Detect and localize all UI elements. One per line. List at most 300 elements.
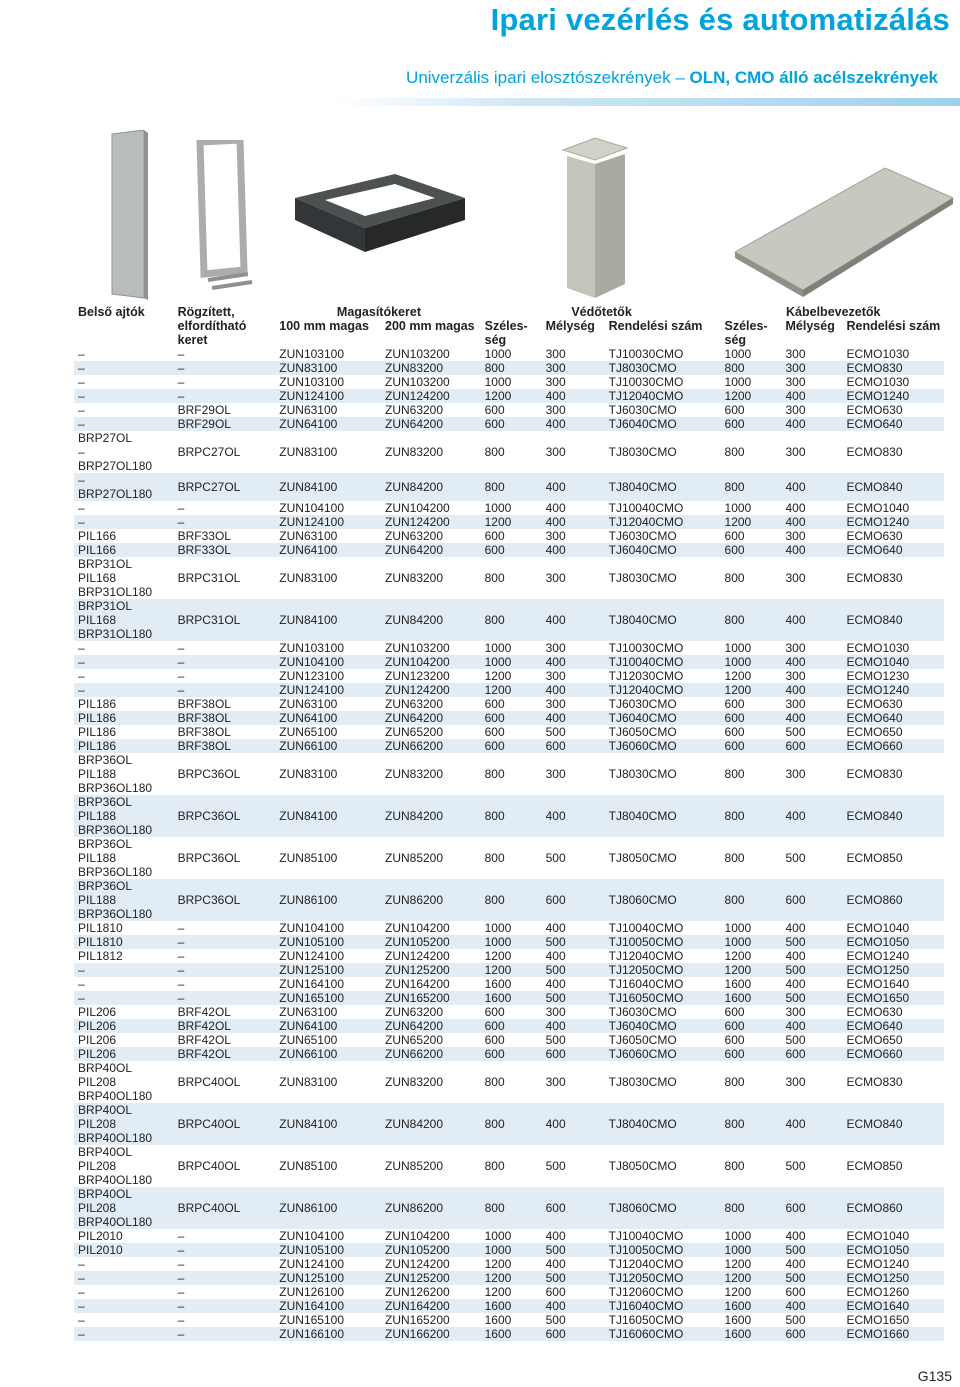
cell-i: 400 [782, 711, 843, 725]
cell-e: 1200 [481, 683, 542, 697]
cell-i: 300 [785, 767, 806, 781]
inner-door-code: – [78, 1327, 85, 1341]
cell-e: 600 [481, 543, 542, 557]
cell-j: ECMO1250 [842, 1271, 944, 1285]
cell-g: TJ16050CMO [605, 991, 721, 1005]
cell-inner-door [74, 557, 174, 599]
cell-h: 1200 [721, 1271, 782, 1285]
cell-c: ZUN126100 [279, 1285, 344, 1299]
cell-d: ZUN124200 [381, 683, 481, 697]
cell-f: 400 [542, 795, 605, 837]
cell-j: ECMO830 [846, 767, 903, 781]
cell-d: ZUN84200 [381, 1103, 481, 1145]
cell-g: TJ8030CMO [608, 571, 677, 585]
cell-e: 1600 [484, 977, 512, 991]
cell-g: TJ6030CMO [608, 697, 677, 711]
cell-e: 1000 [484, 347, 512, 361]
cell-d: ZUN104200 [385, 501, 450, 515]
cell-d: ZUN103200 [385, 375, 450, 389]
cell-inner-door [74, 977, 174, 991]
inner-door-code: BRP31OL180 [78, 585, 153, 599]
cell-b: – [177, 1313, 185, 1327]
cell-inner-door [74, 1299, 174, 1313]
cell-j: ECMO1260 [846, 1285, 910, 1299]
inner-door-code: PIL2010 [78, 1229, 123, 1243]
cell-b: BRPC40OL [177, 1075, 241, 1089]
cell-c: ZUN164100 [275, 1299, 381, 1313]
cell-i: 600 [782, 879, 843, 921]
cell-f: 400 [542, 683, 605, 697]
table-row [74, 935, 944, 949]
cell-e: 1000 [484, 641, 512, 655]
inner-door-code: – [78, 669, 85, 683]
inner-door-code: – [78, 403, 85, 417]
inner-door-code: BRP40OL180 [78, 1215, 153, 1229]
protective-roof-image [555, 132, 635, 302]
cell-e: 1000 [481, 1243, 542, 1257]
cell-e: 1000 [484, 501, 512, 515]
cell-inner-door [74, 837, 174, 879]
cell-j: ECMO840 [842, 1103, 944, 1145]
cell-f: 300 [545, 1075, 566, 1089]
cell-d: ZUN83200 [381, 361, 481, 375]
cell-c: ZUN104100 [279, 1229, 344, 1243]
cell-inner-door [74, 1019, 174, 1033]
inner-door-code: PIL168 [78, 613, 117, 627]
cell-d: ZUN124200 [381, 515, 481, 529]
cell-f: 400 [542, 599, 605, 641]
cell-c: ZUN165100 [279, 1313, 344, 1327]
table-row [74, 949, 944, 963]
cell-h: 1000 [724, 375, 752, 389]
cell-j: ECMO1650 [846, 1313, 910, 1327]
cell-j: ECMO640 [842, 711, 944, 725]
cell-b: – [174, 683, 276, 697]
cell-j: ECMO660 [842, 739, 944, 753]
cell-c: ZUN84100 [275, 473, 381, 501]
cell-d: ZUN123200 [385, 669, 450, 683]
cell-i: 400 [782, 543, 843, 557]
cell-b: BRPC36OL [177, 851, 241, 865]
table-row [74, 1145, 944, 1187]
inner-door-code: – [78, 641, 85, 655]
cell-i: 300 [782, 361, 843, 375]
cell-i: 400 [785, 1229, 806, 1243]
cell-d: ZUN66200 [381, 739, 481, 753]
cell-d: ZUN164200 [385, 977, 450, 991]
cell-c: ZUN124100 [275, 515, 381, 529]
cell-f: 300 [545, 347, 566, 361]
cell-f: 500 [545, 851, 566, 865]
cell-c: ZUN104100 [279, 921, 344, 935]
table-row [74, 543, 944, 557]
cell-d: ZUN64200 [381, 417, 481, 431]
cell-g: TJ8040CMO [605, 795, 721, 837]
cell-e: 1200 [484, 949, 512, 963]
cell-j: ECMO660 [842, 1047, 944, 1061]
cell-c: ZUN166100 [275, 1327, 381, 1341]
cell-inner-door [74, 711, 174, 725]
cell-i: 400 [782, 655, 843, 669]
cell-d: ZUN63200 [385, 1005, 444, 1019]
page-number: G135 [917, 1368, 952, 1384]
cell-j: ECMO830 [842, 361, 944, 375]
table-row [74, 795, 944, 837]
inner-door-code: BRP27OL180 [78, 459, 153, 473]
cell-f: 400 [542, 417, 605, 431]
cell-g: TJ8030CMO [605, 361, 721, 375]
cell-i: 300 [785, 669, 806, 683]
cell-c: ZUN123100 [279, 669, 344, 683]
inner-door-code: – [78, 417, 85, 431]
cell-h: 1600 [721, 991, 782, 1005]
cell-g: TJ8030CMO [608, 1075, 677, 1089]
cell-e: 600 [481, 1047, 542, 1061]
cell-c: ZUN103100 [279, 347, 344, 361]
cell-j: ECMO1040 [846, 921, 910, 935]
cell-d: ZUN125200 [381, 963, 481, 977]
cell-c: ZUN124100 [275, 389, 381, 403]
cell-i: 500 [782, 991, 843, 1005]
inner-door-code: PIL208 [78, 1159, 117, 1173]
cell-d: ZUN64200 [381, 1019, 481, 1033]
cell-inner-door [74, 921, 174, 935]
cell-e: 1000 [481, 935, 542, 949]
cell-d: ZUN64200 [381, 711, 481, 725]
cell-c: ZUN124100 [275, 683, 381, 697]
cell-b: BRF29OL [177, 403, 231, 417]
cell-h: 800 [721, 795, 782, 837]
cell-c: ZUN83100 [279, 445, 338, 459]
cell-f: 600 [542, 1327, 605, 1341]
table-row [74, 1047, 944, 1061]
cell-f: 500 [545, 725, 566, 739]
inner-door-code: BRP40OL180 [78, 1173, 153, 1187]
cell-e: 600 [484, 529, 505, 543]
cell-i: 300 [785, 571, 806, 585]
cell-i: 400 [785, 949, 806, 963]
cell-h: 800 [721, 473, 782, 501]
cell-h: 600 [724, 529, 745, 543]
cell-j: ECMO640 [842, 417, 944, 431]
cell-b: BRPC40OL [174, 1103, 276, 1145]
cell-g: TJ16040CMO [608, 977, 684, 991]
cell-c: ZUN84100 [275, 795, 381, 837]
cell-inner-door [74, 795, 174, 837]
cell-inner-door [74, 1033, 174, 1047]
table-row [74, 991, 944, 1005]
cell-c: ZUN86100 [275, 1187, 381, 1229]
cell-j: ECMO1040 [846, 1229, 910, 1243]
cell-f: 300 [545, 669, 566, 683]
cell-b: – [177, 1285, 185, 1299]
cell-f: 500 [545, 1159, 566, 1173]
cell-j: ECMO630 [846, 1005, 903, 1019]
inner-door-code: – [78, 655, 85, 669]
cell-f: 400 [542, 473, 605, 501]
header-width-line: Széles- [724, 319, 768, 333]
plinth-frame-image [285, 168, 475, 258]
cell-inner-door [74, 879, 174, 921]
inner-door-code: – [78, 963, 85, 977]
cell-h: 1600 [724, 977, 752, 991]
cell-c: ZUN124100 [279, 1257, 344, 1271]
header-inner-door: Belső ajtók [78, 305, 145, 319]
cell-b: BRPC27OL [177, 445, 241, 459]
cell-f: 300 [542, 361, 605, 375]
cell-c: ZUN66100 [275, 739, 381, 753]
cell-g: TJ10030CMO [608, 347, 684, 361]
cell-j: ECMO1240 [846, 949, 910, 963]
table-row [74, 739, 944, 753]
cell-i: 500 [785, 1313, 806, 1327]
cell-inner-door [74, 1061, 174, 1103]
inner-door-code: – [78, 1313, 85, 1327]
cell-b: BRPC40OL [177, 1159, 241, 1173]
cell-b: BRF29OL [174, 417, 276, 431]
cell-j: ECMO1030 [846, 347, 910, 361]
cell-c: ZUN66100 [275, 1047, 381, 1061]
table-row [74, 1061, 944, 1103]
cell-i: 300 [785, 697, 806, 711]
cell-h: 800 [724, 1075, 745, 1089]
cell-h: 1000 [721, 935, 782, 949]
cell-inner-door [74, 1285, 174, 1299]
cell-inner-door [74, 417, 174, 431]
cell-e: 600 [484, 403, 505, 417]
cell-inner-door [74, 991, 174, 1005]
cell-b: BRPC36OL [177, 767, 241, 781]
cell-inner-door [74, 1271, 174, 1285]
inner-door-code: – [78, 473, 85, 487]
cell-b: BRPC36OL [174, 879, 276, 921]
cell-d: ZUN126200 [385, 1285, 450, 1299]
table-row [74, 879, 944, 921]
cell-i: 400 [782, 389, 843, 403]
cell-d: ZUN103200 [385, 347, 450, 361]
cell-i: 500 [782, 1243, 843, 1257]
cell-b: – [174, 361, 276, 375]
inner-door-code: BRP31OL [78, 599, 133, 613]
inner-door-code: – [78, 683, 85, 697]
cell-j: ECMO1240 [842, 389, 944, 403]
table-row [74, 1005, 944, 1019]
cell-b: – [177, 347, 185, 361]
cell-b: BRPC31OL [174, 599, 276, 641]
cell-d: ZUN84200 [381, 795, 481, 837]
cell-f: 600 [542, 1047, 605, 1061]
header-width-roof [481, 319, 542, 347]
cell-b: – [177, 1257, 185, 1271]
cell-j: ECMO630 [846, 697, 903, 711]
cell-g: TJ10030CMO [608, 641, 684, 655]
table-row [74, 1257, 944, 1271]
cell-b: – [174, 1327, 276, 1341]
header-width-line: ség [484, 333, 507, 347]
inner-door-code: BRP36OL [78, 837, 133, 851]
header-100mm: 100 mm magas [279, 319, 369, 333]
cell-j: ECMO1660 [842, 1327, 944, 1341]
header-width-gland [721, 319, 782, 347]
cell-j: ECMO640 [842, 1019, 944, 1033]
table-row [74, 725, 944, 739]
cell-h: 600 [721, 1019, 782, 1033]
inner-door-code: PIL206 [78, 1019, 117, 1033]
cell-d: ZUN164200 [381, 1299, 481, 1313]
cell-h: 1200 [721, 683, 782, 697]
cell-b: – [174, 1299, 276, 1313]
cell-c: ZUN63100 [279, 697, 338, 711]
table-row [74, 361, 944, 375]
inner-door-code: BRP40OL [78, 1145, 133, 1159]
cell-i: 600 [782, 1187, 843, 1229]
cell-f: 600 [545, 1285, 566, 1299]
header-group-plinth: Magasítókeret [336, 305, 421, 319]
cable-gland-plate-image [725, 160, 960, 300]
table-row [74, 921, 944, 935]
cell-d: ZUN86200 [381, 879, 481, 921]
cell-j: ECMO1050 [842, 1243, 944, 1257]
cell-i: 300 [785, 1005, 806, 1019]
cell-g: TJ6040CMO [605, 1019, 721, 1033]
cell-b: – [177, 921, 185, 935]
table-row [74, 473, 944, 501]
header-frame-line: Rögzített, [177, 305, 235, 319]
cell-b: – [174, 1271, 276, 1285]
table-row [74, 1271, 944, 1285]
cell-h: 1600 [721, 1327, 782, 1341]
cell-d: ZUN85200 [385, 851, 444, 865]
subtitle-bold: OLN, CMO álló acélszekrények [689, 68, 938, 87]
table-row [74, 1285, 944, 1299]
cell-f: 300 [545, 767, 566, 781]
cell-e: 600 [481, 1019, 542, 1033]
cell-c: ZUN86100 [275, 879, 381, 921]
cell-c: ZUN85100 [279, 1159, 338, 1173]
cell-b: – [177, 1229, 185, 1243]
cell-h: 1000 [721, 1243, 782, 1257]
cell-h: 600 [721, 739, 782, 753]
inner-door-code: PIL168 [78, 571, 117, 585]
cell-i: 500 [782, 963, 843, 977]
cell-b: BRPC27OL [174, 473, 276, 501]
cell-j: ECMO840 [842, 599, 944, 641]
cell-inner-door [74, 1103, 174, 1145]
cell-h: 1200 [724, 669, 752, 683]
header-depth-gland: Mélység [785, 319, 835, 333]
table-row [74, 1243, 944, 1257]
cell-i: 400 [785, 977, 806, 991]
header-frame-line: elfordítható [177, 319, 247, 333]
cell-c: ZUN104100 [275, 655, 381, 669]
cell-h: 1000 [724, 921, 752, 935]
cell-d: ZUN166200 [381, 1327, 481, 1341]
table-row [74, 529, 944, 543]
cell-e: 800 [484, 851, 505, 865]
cell-i: 300 [785, 375, 806, 389]
cell-inner-door [74, 963, 174, 977]
cell-g: TJ10040CMO [608, 921, 684, 935]
inner-door-code: BRP36OL [78, 753, 133, 767]
cell-c: ZUN65100 [279, 1033, 338, 1047]
cell-h: 600 [724, 403, 745, 417]
cell-d: ZUN86200 [381, 1187, 481, 1229]
table-row [74, 1299, 944, 1313]
cell-b: – [174, 1243, 276, 1257]
cell-h: 1200 [721, 515, 782, 529]
inner-door-code: BRP31OL [78, 557, 133, 571]
table-row [74, 431, 944, 473]
cell-inner-door [74, 725, 174, 739]
cell-j: ECMO830 [846, 1075, 903, 1089]
cell-e: 600 [484, 1005, 505, 1019]
inner-door-code: BRP31OL180 [78, 627, 153, 641]
cell-f: 300 [545, 445, 566, 459]
cell-inner-door [74, 1327, 174, 1341]
cell-h: 600 [724, 1033, 745, 1047]
cell-i: 400 [782, 1299, 843, 1313]
cell-c: ZUN63100 [279, 1005, 338, 1019]
header-width-line: Széles- [484, 319, 528, 333]
cell-inner-door [74, 529, 174, 543]
cell-j: ECMO1040 [842, 655, 944, 669]
inner-door-code: PIL186 [78, 711, 117, 725]
cell-i: 400 [782, 599, 843, 641]
cell-h: 800 [724, 571, 745, 585]
cell-j: ECMO1650 [842, 991, 944, 1005]
cell-e: 1600 [481, 1327, 542, 1341]
cell-h: 800 [721, 361, 782, 375]
table-header-row-1 [74, 305, 944, 319]
cell-e: 600 [484, 725, 505, 739]
cell-i: 600 [782, 1047, 843, 1061]
cell-g: TJ10030CMO [608, 375, 684, 389]
inner-door-code: – [78, 389, 85, 403]
cell-i: 400 [782, 1103, 843, 1145]
cell-g: TJ12040CMO [605, 389, 721, 403]
cell-i: 400 [782, 795, 843, 837]
cell-h: 1000 [724, 347, 752, 361]
cell-inner-door [74, 753, 174, 795]
cell-i: 400 [782, 417, 843, 431]
inner-door-code: PIL188 [78, 851, 117, 865]
cell-e: 600 [484, 1033, 505, 1047]
cell-b: BRF42OL [177, 1005, 231, 1019]
cell-i: 500 [785, 1159, 806, 1173]
cell-e: 1000 [484, 375, 512, 389]
inner-door-code: – [78, 501, 85, 515]
cell-b: – [177, 977, 185, 991]
cell-e: 600 [484, 697, 505, 711]
cell-f: 400 [542, 515, 605, 529]
cell-d: ZUN105200 [381, 1243, 481, 1257]
cell-j: ECMO640 [842, 543, 944, 557]
cell-b: – [174, 991, 276, 1005]
table-row [74, 501, 944, 515]
inner-door-code: BRP36OL180 [78, 823, 153, 837]
cell-c: ZUN104100 [279, 501, 344, 515]
cell-i: 400 [782, 515, 843, 529]
cell-f: 500 [542, 991, 605, 1005]
cell-j: ECMO1640 [842, 1299, 944, 1313]
product-images [0, 120, 960, 300]
cell-e: 800 [481, 1187, 542, 1229]
cell-h: 600 [724, 1005, 745, 1019]
table-row [74, 697, 944, 711]
cell-h: 1600 [724, 1313, 752, 1327]
cell-d: ZUN63200 [385, 697, 444, 711]
cell-c: ZUN83100 [279, 767, 338, 781]
